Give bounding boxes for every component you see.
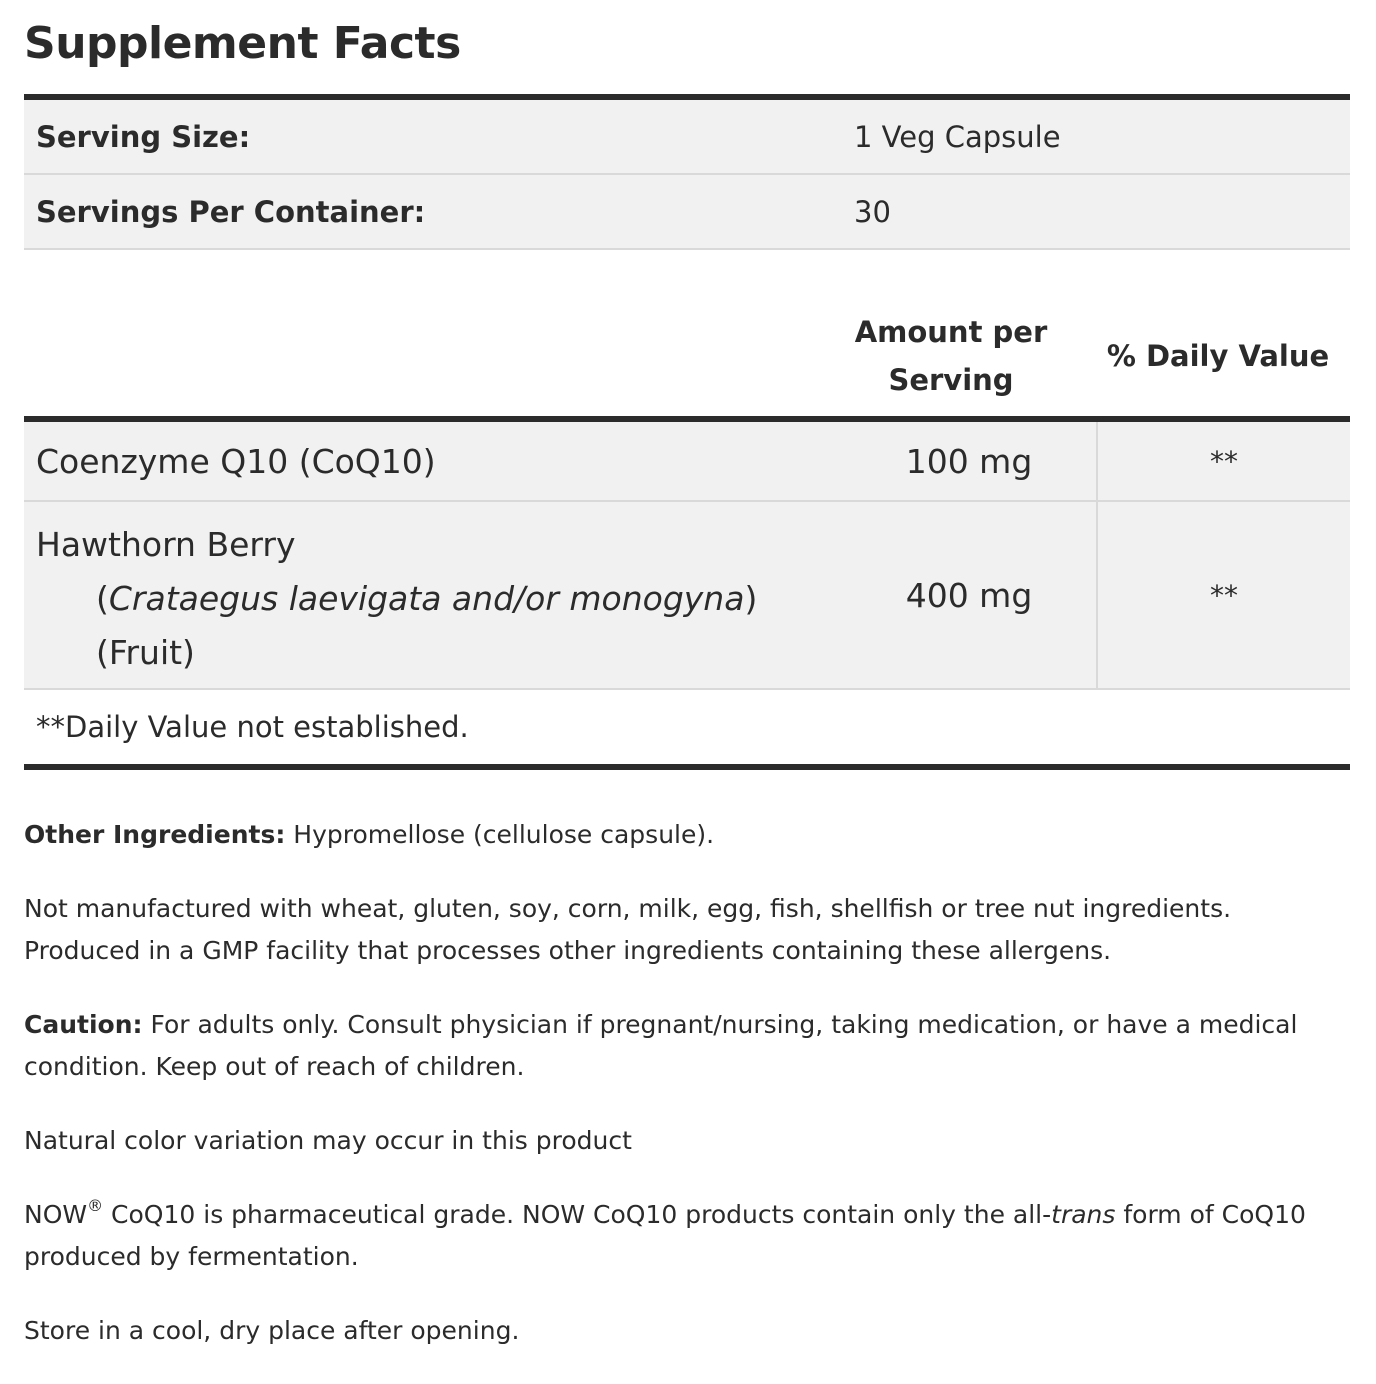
nutrient-latin-name: Crataegus laevigata and/or monogyna xyxy=(108,579,745,618)
amount-per-serving-header xyxy=(818,308,1084,404)
pharmaceutical-grade-note xyxy=(24,1194,1350,1278)
caution-paragraph xyxy=(24,1004,1350,1088)
other-ingredients-text: Hypromellose (cellulose capsule). xyxy=(285,820,715,849)
caution-label: Caution: xyxy=(24,1010,143,1039)
close-paren: ) xyxy=(744,579,758,618)
storage-note: Store in a cool, dry place after opening. xyxy=(24,1316,520,1345)
caution-text: For adults only. Consult physician if pregnant/nursing, taking medication, or have a medical condition. Keep out of reach of children. xyxy=(24,1010,1298,1081)
other-ingredients-label: Other Ingredients: xyxy=(24,820,286,849)
serving-table xyxy=(24,94,1350,250)
nutrient-amount: 100 mg xyxy=(905,441,1033,481)
product-notes xyxy=(24,814,1350,1384)
nutrient-name: Hawthorn Berry xyxy=(36,525,296,564)
nutrient-table xyxy=(24,416,1350,770)
registered-mark: ® xyxy=(87,1196,104,1215)
serving-size-label: Serving Size: xyxy=(36,119,251,154)
nutrient-amount: 400 mg xyxy=(905,575,1033,615)
daily-value-header: % Daily Value xyxy=(1106,339,1330,373)
nutrient-daily-value: ** xyxy=(1096,422,1350,500)
nutrient-daily-value: ** xyxy=(1096,502,1350,688)
brand-name: NOW xyxy=(24,1200,88,1229)
nutrient-latin-line xyxy=(36,572,842,626)
color-variation-note: Natural color variation may occur in this product xyxy=(24,1126,632,1155)
other-ingredients-paragraph xyxy=(24,814,1350,856)
table-row xyxy=(24,422,1350,502)
daily-value-footnote: **Daily Value not established. xyxy=(24,690,1350,770)
servings-per-container-row xyxy=(24,175,1350,250)
open-paren: ( xyxy=(96,579,109,618)
amount-header-line2: Serving xyxy=(888,363,1014,397)
grade-note-italic: trans xyxy=(1051,1200,1116,1229)
amount-header-line1: Amount per xyxy=(854,315,1048,349)
serving-size-value: 1 Veg Capsule xyxy=(854,119,1061,154)
table-row xyxy=(24,502,1350,690)
servings-per-container-value: 30 xyxy=(854,194,891,229)
grade-note-part1: CoQ10 is pharmaceutical grade. NOW CoQ10 products contain only the all- xyxy=(103,1200,1052,1229)
serving-size-row xyxy=(24,100,1350,175)
grade-note-part2: form of CoQ10 produced by fermentation. xyxy=(24,1200,1306,1271)
nutrient-name: Coenzyme Q10 (CoQ10) xyxy=(36,441,436,481)
nutrient-part: (Fruit) xyxy=(96,633,195,672)
allergen-note: Not manufactured with wheat, gluten, soy, corn, milk, egg, fish, shellfish or tree nut ingredients. Produced in a GMP facility that processes other ingredients containing these allergens. xyxy=(24,894,1232,965)
servings-per-container-label: Servings Per Container: xyxy=(36,194,426,229)
page-title: Supplement Facts xyxy=(24,18,461,69)
nutrient-name-block xyxy=(24,502,842,688)
